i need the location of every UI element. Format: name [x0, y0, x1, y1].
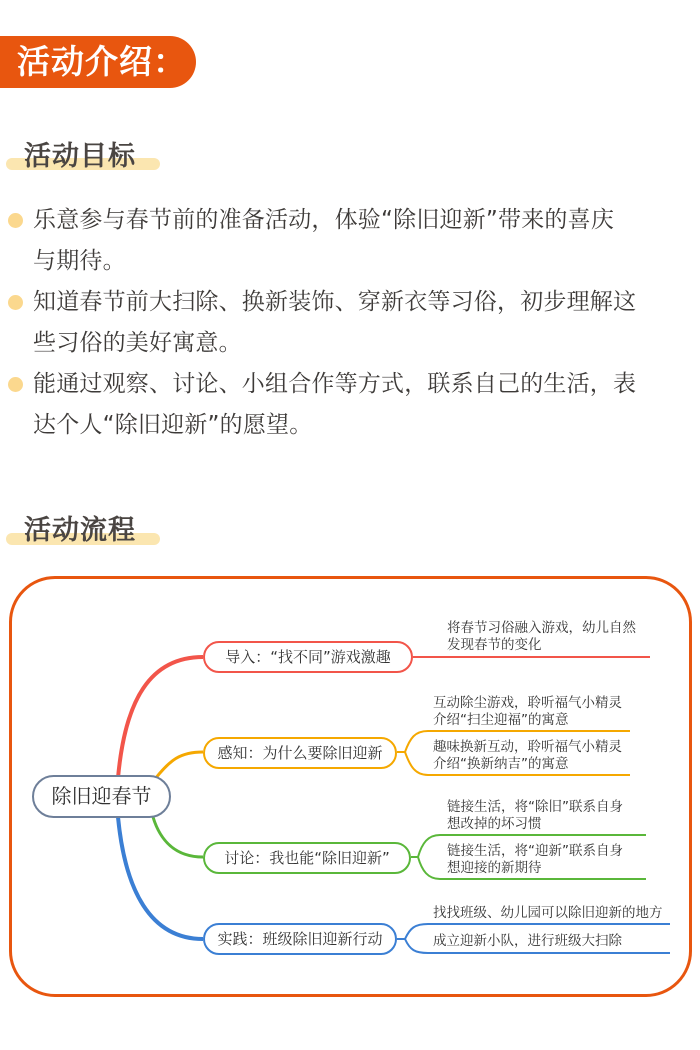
leaf-perceive-2: 趣味换新互动，聆听福气小精灵 介绍“换新纳吉”的寓意 [433, 739, 622, 772]
goal-text: 能通过观察、讨论、小组合作等方式，联系自己的生活，表 达个人“除旧迎新”的愿望。 [33, 371, 637, 438]
leaf-intro-1: 将春节习俗融入游戏，幼儿自然 发现春节的变化 [447, 620, 636, 653]
leaf-perceive-1: 互动除尘游戏，聆听福气小精灵 介绍“扫尘迎福”的寓意 [433, 695, 622, 728]
goal-text: 乐意参与春节前的准备活动，体验“除旧迎新”带来的喜庆 与期待。 [33, 207, 615, 274]
goals-heading-text: 活动目标 [24, 141, 136, 172]
leaf-practice-2: 成立迎新小队，进行班级大扫除 [433, 933, 622, 949]
banner-title: 活动介绍： [17, 42, 187, 81]
branch-node-perceive: 感知：为什么要除旧迎新 [203, 737, 397, 769]
flow-heading-text: 活动流程 [24, 515, 136, 546]
mindmap-root-node: 除旧迎春节 [32, 775, 171, 818]
goal-text: 知道春节前大扫除、换新装饰、穿新衣等习俗，初步理解这 些习俗的美好寓意。 [33, 289, 637, 356]
leaf-practice-1: 找找班级、幼儿园可以除旧迎新的地方 [433, 905, 663, 921]
branch-node-discuss: 讨论：我也能“除旧迎新” [203, 842, 411, 874]
leaf-discuss-1: 链接生活，将“除旧”联系自身 想改掉的坏习惯 [447, 799, 623, 832]
branch-node-intro: 导入：“找不同”游戏激趣 [203, 641, 413, 673]
leaf-discuss-2: 链接生活，将“迎新”联系自身 想迎接的新期待 [447, 843, 623, 876]
branch-node-practice: 实践：班级除旧迎新行动 [203, 923, 397, 955]
